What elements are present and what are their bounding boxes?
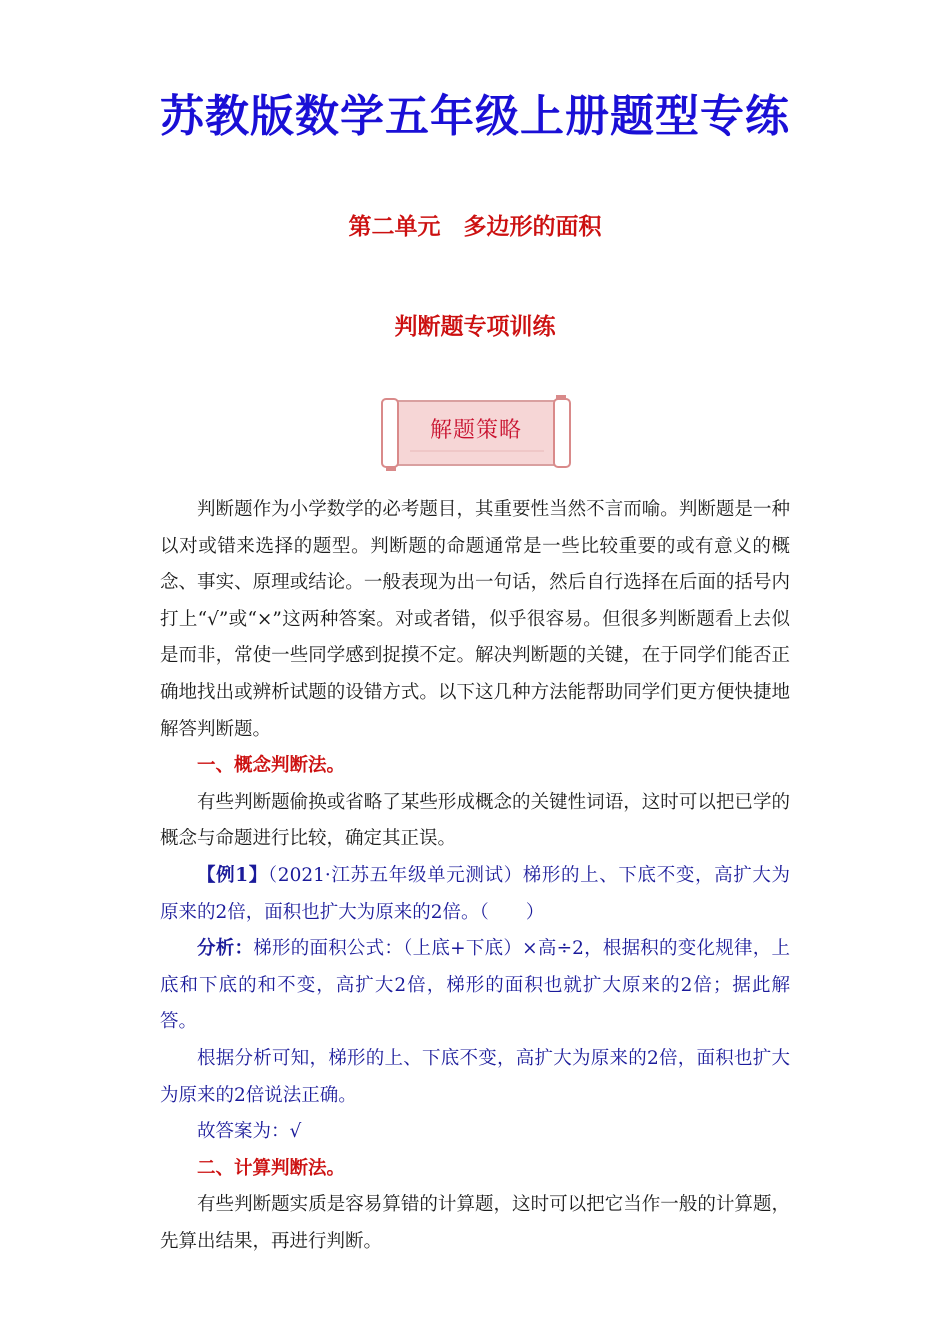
example1-question bbox=[160, 858, 790, 931]
section-title: 判断题专项训练 bbox=[394, 314, 556, 340]
method1-text: 有些判断题偷换或省略了某些形成概念的关键性词语，这时可以把已学的概念与命题进行比较，确定其正误。 bbox=[160, 791, 790, 850]
strategy-scroll-banner bbox=[380, 393, 572, 473]
example-label: 【例1】 bbox=[197, 864, 268, 886]
example1-analysis bbox=[160, 931, 790, 1041]
content-body bbox=[160, 492, 790, 1260]
analysis-text: 梯形的面积公式：（上底+下底）×高÷2，根据积的变化规律，上底和下底的和不变，高扩大2倍，梯形的面积也就扩大原来的2倍；据此解答。 bbox=[160, 938, 790, 1033]
example-question-text: （2021·江苏五年级单元测试）梯形的上、下底不变，高扩大为原来的2倍，面积也扩大为原来的2倍。（ ） bbox=[160, 864, 791, 923]
banner-label: 解题策略 bbox=[429, 418, 522, 443]
intro-paragraph: 判断题作为小学数学的必考题目，其重要性当然不言而喻。判断题是一种以对或错来选择的题型。判断题的命题通常是一些比较重要的或有意义的概念、事实、原理或结论。一般表现为出一句话，然后自行选择在后面的括号内打上“√”或“×”这两种答案。对或者错，似乎很容易。但很多判断题看上去似是而非，常使一些同学感到捉摸不定。解决判断题的关键，在于同学们能否正确地找出或辨析试题的设错方式。以下这几种方法能帮助同学们更方便快捷地解答判断题。 bbox=[160, 499, 790, 740]
method2-text: 有些判断题实质是容易算错的计算题，这时可以把它当作一般的计算题，先算出结果，再进行判断。 bbox=[160, 1194, 790, 1252]
example1-answer: 故答案为：√ bbox=[197, 1121, 302, 1143]
example1-conclusion: 根据分析可知，梯形的上、下底不变，高扩大为原来的2倍，面积也扩大为原来的2倍说法正确。 bbox=[160, 1047, 790, 1106]
analysis-label: 分析： bbox=[197, 938, 254, 960]
unit-title: 第二单元 多边形的面积 bbox=[348, 214, 602, 240]
method2-heading: 二、计算判断法。 bbox=[197, 1157, 346, 1179]
document-title: 苏教版数学五年级上册题型专练 bbox=[160, 91, 790, 142]
method1-heading: 一、概念判断法。 bbox=[197, 755, 346, 777]
